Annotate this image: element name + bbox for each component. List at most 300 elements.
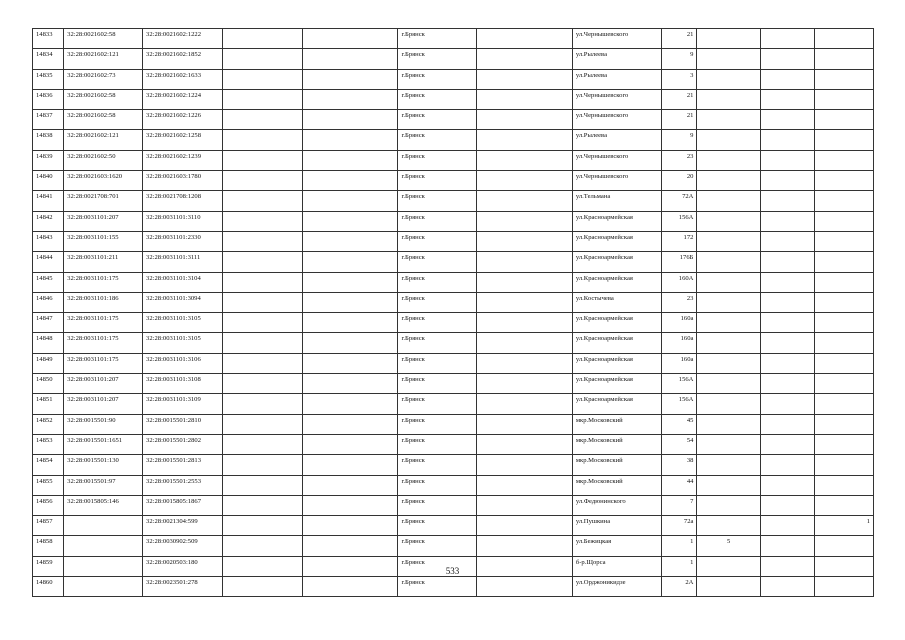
cell-empty-col-3 xyxy=(222,211,302,231)
table-row xyxy=(33,211,874,231)
cell-cadastral-object: 32:28:0031101:3111 xyxy=(143,252,223,272)
cell-city: г.Брянск xyxy=(398,292,477,312)
cell-empty-col-4 xyxy=(302,252,398,272)
cell-empty-col-10 xyxy=(760,434,814,454)
cell-extra-value xyxy=(814,89,873,109)
table-row xyxy=(33,434,874,454)
cell-row-number: 14847 xyxy=(33,313,64,333)
cell-cadastral-parcel: 32:28:0021602:121 xyxy=(64,130,143,150)
cell-cadastral-parcel xyxy=(64,577,143,597)
cell-empty-col-6 xyxy=(477,89,573,109)
cell-city: г.Брянск xyxy=(398,434,477,454)
cell-city: г.Брянск xyxy=(398,333,477,353)
cell-house-number: 156А xyxy=(662,374,697,394)
cell-cadastral-parcel: 32:28:0031101:175 xyxy=(64,313,143,333)
cell-cadastral-object: 32:28:0021304:599 xyxy=(143,516,223,536)
cell-row-number: 14856 xyxy=(33,495,64,515)
cell-cadastral-object: 32:28:0031101:3105 xyxy=(143,333,223,353)
cell-empty-col-6 xyxy=(477,577,573,597)
cell-empty-col-10 xyxy=(760,69,814,89)
cell-street: ул.Красноармейская xyxy=(572,272,661,292)
cell-empty-col-10 xyxy=(760,110,814,130)
cell-cadastral-parcel: 32:28:0031101:207 xyxy=(64,211,143,231)
cell-empty-col-3 xyxy=(222,171,302,191)
cell-cadastral-parcel: 32:28:0031101:186 xyxy=(64,292,143,312)
cell-cadastral-object: 32:28:0021602:1258 xyxy=(143,130,223,150)
cell-building-number xyxy=(697,414,760,434)
cell-house-number: 1 xyxy=(662,536,697,556)
cell-house-number: 176Б xyxy=(662,252,697,272)
cell-extra-value xyxy=(814,171,873,191)
cell-city: г.Брянск xyxy=(398,272,477,292)
table-row xyxy=(33,252,874,272)
cell-empty-col-10 xyxy=(760,374,814,394)
cell-row-number: 14839 xyxy=(33,150,64,170)
cell-cadastral-parcel: 32:28:0015501:1651 xyxy=(64,434,143,454)
cell-building-number xyxy=(697,69,760,89)
cell-cadastral-object: 32:28:0031101:3108 xyxy=(143,374,223,394)
cell-city: г.Брянск xyxy=(398,29,477,49)
cell-city: г.Брянск xyxy=(398,191,477,211)
cell-row-number: 14835 xyxy=(33,69,64,89)
cell-building-number xyxy=(697,272,760,292)
cell-empty-col-4 xyxy=(302,577,398,597)
cell-empty-col-10 xyxy=(760,211,814,231)
cell-empty-col-10 xyxy=(760,130,814,150)
cell-city: г.Брянск xyxy=(398,536,477,556)
cell-empty-col-3 xyxy=(222,475,302,495)
cell-street: б-р.Щорса xyxy=(572,556,661,576)
cell-building-number xyxy=(697,516,760,536)
cell-house-number: 20 xyxy=(662,171,697,191)
table-row xyxy=(33,130,874,150)
cell-empty-col-6 xyxy=(477,333,573,353)
cell-street: ул.Костычева xyxy=(572,292,661,312)
cell-house-number: 160А xyxy=(662,272,697,292)
cell-empty-col-3 xyxy=(222,434,302,454)
cell-cadastral-parcel: 32:28:0015501:130 xyxy=(64,455,143,475)
cell-city: г.Брянск xyxy=(398,150,477,170)
cell-empty-col-6 xyxy=(477,495,573,515)
cell-cadastral-object: 32:28:0021602:1852 xyxy=(143,49,223,69)
cell-house-number: 160а xyxy=(662,333,697,353)
cell-empty-col-10 xyxy=(760,313,814,333)
cell-street: ул.Чернышевского xyxy=(572,89,661,109)
cell-building-number xyxy=(697,394,760,414)
cell-house-number: 160а xyxy=(662,313,697,333)
cell-extra-value xyxy=(814,211,873,231)
cell-street: ул.Рылеева xyxy=(572,69,661,89)
table-row xyxy=(33,231,874,251)
cell-extra-value xyxy=(814,130,873,150)
cell-empty-col-3 xyxy=(222,150,302,170)
cell-row-number: 14851 xyxy=(33,394,64,414)
cell-house-number: 72а xyxy=(662,516,697,536)
cell-cadastral-object: 32:28:0015501:2810 xyxy=(143,414,223,434)
table-row xyxy=(33,191,874,211)
cell-cadastral-object: 32:28:0031101:2330 xyxy=(143,231,223,251)
cell-extra-value xyxy=(814,353,873,373)
table-row xyxy=(33,110,874,130)
cell-row-number: 14838 xyxy=(33,130,64,150)
cell-street: ул.Пушкина xyxy=(572,516,661,536)
cell-empty-col-6 xyxy=(477,191,573,211)
cell-row-number: 14836 xyxy=(33,89,64,109)
cell-cadastral-parcel: 32:28:0031101:207 xyxy=(64,374,143,394)
cell-house-number: 172 xyxy=(662,231,697,251)
cell-extra-value xyxy=(814,536,873,556)
cell-empty-col-3 xyxy=(222,231,302,251)
cell-street: ул.Рылеева xyxy=(572,49,661,69)
cell-building-number xyxy=(697,292,760,312)
cell-house-number: 2А xyxy=(662,577,697,597)
table-row xyxy=(33,536,874,556)
cell-house-number: 1 xyxy=(662,556,697,576)
cell-street: ул.Чернышевского xyxy=(572,29,661,49)
cell-empty-col-3 xyxy=(222,292,302,312)
cell-street: ул.Красноармейская xyxy=(572,333,661,353)
cell-empty-col-10 xyxy=(760,150,814,170)
cell-empty-col-10 xyxy=(760,252,814,272)
page-number: 533 xyxy=(445,566,460,576)
cell-street: ул.Чернышевского xyxy=(572,150,661,170)
cell-empty-col-10 xyxy=(760,353,814,373)
cell-street: ул.Тельмана xyxy=(572,191,661,211)
cell-row-number: 14850 xyxy=(33,374,64,394)
cell-extra-value xyxy=(814,475,873,495)
cell-empty-col-4 xyxy=(302,455,398,475)
cell-row-number: 14855 xyxy=(33,475,64,495)
cell-empty-col-6 xyxy=(477,272,573,292)
cell-house-number: 23 xyxy=(662,292,697,312)
cell-row-number: 14841 xyxy=(33,191,64,211)
cell-empty-col-6 xyxy=(477,231,573,251)
cell-building-number xyxy=(697,211,760,231)
cell-empty-col-3 xyxy=(222,49,302,69)
cell-cadastral-parcel: 32:28:0015501:97 xyxy=(64,475,143,495)
cell-house-number: 7 xyxy=(662,495,697,515)
cell-cadastral-object: 32:28:0031101:3104 xyxy=(143,272,223,292)
cell-cadastral-object: 32:28:0023501:278 xyxy=(143,577,223,597)
cell-cadastral-object: 32:28:0015805:1867 xyxy=(143,495,223,515)
table-row xyxy=(33,150,874,170)
table-row xyxy=(33,495,874,515)
cell-empty-col-4 xyxy=(302,434,398,454)
cell-row-number: 14834 xyxy=(33,49,64,69)
cell-empty-col-10 xyxy=(760,414,814,434)
cell-cadastral-parcel: 32:28:0021602:121 xyxy=(64,49,143,69)
table-row xyxy=(33,272,874,292)
cell-building-number xyxy=(697,231,760,251)
cell-empty-col-10 xyxy=(760,89,814,109)
cell-empty-col-4 xyxy=(302,374,398,394)
table-row xyxy=(33,292,874,312)
cell-cadastral-object: 32:28:0021602:1226 xyxy=(143,110,223,130)
table-row xyxy=(33,171,874,191)
cell-row-number: 14840 xyxy=(33,171,64,191)
cell-cadastral-parcel: 32:28:0015805:146 xyxy=(64,495,143,515)
cell-building-number xyxy=(697,333,760,353)
cell-cadastral-parcel: 32:28:0031101:155 xyxy=(64,231,143,251)
cell-empty-col-6 xyxy=(477,475,573,495)
cell-empty-col-6 xyxy=(477,252,573,272)
cell-street: ул.Красноармейская xyxy=(572,394,661,414)
cell-city: г.Брянск xyxy=(398,353,477,373)
cell-empty-col-6 xyxy=(477,516,573,536)
cell-empty-col-4 xyxy=(302,536,398,556)
cell-city: г.Брянск xyxy=(398,577,477,597)
cell-empty-col-4 xyxy=(302,495,398,515)
cell-street: мкр.Московский xyxy=(572,434,661,454)
cell-street: ул.Красноармейская xyxy=(572,374,661,394)
cell-house-number: 45 xyxy=(662,414,697,434)
cell-cadastral-object: 32:28:0021708:1208 xyxy=(143,191,223,211)
cell-empty-col-4 xyxy=(302,516,398,536)
cell-empty-col-4 xyxy=(302,272,398,292)
cell-city: г.Брянск xyxy=(398,516,477,536)
cell-empty-col-10 xyxy=(760,191,814,211)
cell-empty-col-10 xyxy=(760,49,814,69)
cell-empty-col-6 xyxy=(477,434,573,454)
cell-city: г.Брянск xyxy=(398,110,477,130)
cell-cadastral-object: 32:28:0031101:3106 xyxy=(143,353,223,373)
cell-cadastral-parcel: 32:28:0015501:90 xyxy=(64,414,143,434)
cell-extra-value xyxy=(814,231,873,251)
cell-city: г.Брянск xyxy=(398,394,477,414)
cell-cadastral-parcel: 32:28:0021602:58 xyxy=(64,29,143,49)
cell-building-number xyxy=(697,455,760,475)
cell-empty-col-10 xyxy=(760,29,814,49)
cell-city: г.Брянск xyxy=(398,69,477,89)
cell-city: г.Брянск xyxy=(398,374,477,394)
cell-cadastral-parcel: 32:28:0021603:1620 xyxy=(64,171,143,191)
cell-empty-col-4 xyxy=(302,292,398,312)
cell-empty-col-4 xyxy=(302,89,398,109)
cell-building-number xyxy=(697,374,760,394)
cell-building-number xyxy=(697,313,760,333)
cell-extra-value xyxy=(814,495,873,515)
cell-row-number: 14854 xyxy=(33,455,64,475)
cell-empty-col-6 xyxy=(477,394,573,414)
cell-empty-col-4 xyxy=(302,313,398,333)
cell-cadastral-object: 32:28:0021602:1633 xyxy=(143,69,223,89)
cell-building-number xyxy=(697,171,760,191)
cell-city: г.Брянск xyxy=(398,414,477,434)
cell-cadastral-object: 32:28:0015501:2802 xyxy=(143,434,223,454)
cell-house-number: 54 xyxy=(662,434,697,454)
table-row xyxy=(33,414,874,434)
cell-cadastral-object: 32:28:0031101:3105 xyxy=(143,313,223,333)
cell-empty-col-4 xyxy=(302,110,398,130)
cell-cadastral-object: 32:28:0030902:509 xyxy=(143,536,223,556)
cell-street: ул.Чернышевского xyxy=(572,110,661,130)
cell-building-number xyxy=(697,434,760,454)
cell-extra-value xyxy=(814,455,873,475)
cell-house-number: 44 xyxy=(662,475,697,495)
cell-empty-col-3 xyxy=(222,394,302,414)
cell-empty-col-10 xyxy=(760,516,814,536)
cell-row-number: 14853 xyxy=(33,434,64,454)
cell-city: г.Брянск xyxy=(398,455,477,475)
cell-empty-col-3 xyxy=(222,495,302,515)
cell-empty-col-10 xyxy=(760,333,814,353)
cell-row-number: 14860 xyxy=(33,577,64,597)
cell-extra-value xyxy=(814,110,873,130)
cell-empty-col-6 xyxy=(477,414,573,434)
cell-building-number xyxy=(697,150,760,170)
cell-empty-col-3 xyxy=(222,191,302,211)
cell-empty-col-3 xyxy=(222,455,302,475)
cell-empty-col-6 xyxy=(477,69,573,89)
cell-row-number: 14849 xyxy=(33,353,64,373)
cell-city: г.Брянск xyxy=(398,231,477,251)
table-row xyxy=(33,577,874,597)
cell-empty-col-4 xyxy=(302,231,398,251)
cell-extra-value xyxy=(814,577,873,597)
cell-building-number xyxy=(697,191,760,211)
cell-empty-col-3 xyxy=(222,29,302,49)
cell-building-number xyxy=(697,495,760,515)
cell-extra-value xyxy=(814,333,873,353)
cell-extra-value xyxy=(814,292,873,312)
cell-street: ул.Бежицкая xyxy=(572,536,661,556)
cell-house-number: 21 xyxy=(662,29,697,49)
cell-cadastral-object: 32:28:0015501:2553 xyxy=(143,475,223,495)
cell-row-number: 14833 xyxy=(33,29,64,49)
table-row xyxy=(33,89,874,109)
cell-building-number xyxy=(697,49,760,69)
cell-extra-value xyxy=(814,49,873,69)
cell-cadastral-parcel: 32:28:0031101:211 xyxy=(64,252,143,272)
cell-row-number: 14842 xyxy=(33,211,64,231)
cell-empty-col-10 xyxy=(760,536,814,556)
cell-cadastral-object: 32:28:0021603:1780 xyxy=(143,171,223,191)
cell-empty-col-3 xyxy=(222,374,302,394)
cell-empty-col-3 xyxy=(222,414,302,434)
cell-house-number: 38 xyxy=(662,455,697,475)
cell-cadastral-parcel: 32:28:0031101:175 xyxy=(64,353,143,373)
table-row xyxy=(33,516,874,536)
cell-cadastral-object: 32:28:0015501:2813 xyxy=(143,455,223,475)
cell-extra-value: 1 xyxy=(814,516,873,536)
cell-house-number: 9 xyxy=(662,49,697,69)
cell-cadastral-object: 32:28:0031101:3109 xyxy=(143,394,223,414)
cell-empty-col-6 xyxy=(477,455,573,475)
cell-empty-col-6 xyxy=(477,313,573,333)
cell-empty-col-10 xyxy=(760,394,814,414)
cell-cadastral-parcel: 32:28:0031101:207 xyxy=(64,394,143,414)
cell-row-number: 14859 xyxy=(33,556,64,576)
cell-building-number xyxy=(697,577,760,597)
table-row xyxy=(33,394,874,414)
cell-extra-value xyxy=(814,191,873,211)
table-row xyxy=(33,333,874,353)
table-row xyxy=(33,49,874,69)
cell-empty-col-10 xyxy=(760,577,814,597)
cell-empty-col-4 xyxy=(302,333,398,353)
cell-row-number: 14844 xyxy=(33,252,64,272)
cell-extra-value xyxy=(814,29,873,49)
cell-street: ул.Красноармейская xyxy=(572,231,661,251)
cell-cadastral-parcel xyxy=(64,536,143,556)
cell-cadastral-object: 32:28:0020503:180 xyxy=(143,556,223,576)
cell-row-number: 14858 xyxy=(33,536,64,556)
table-row xyxy=(33,353,874,373)
cell-building-number xyxy=(697,89,760,109)
cell-building-number xyxy=(697,353,760,373)
cell-row-number: 14846 xyxy=(33,292,64,312)
cell-street: ул.Красноармейская xyxy=(572,252,661,272)
cell-empty-col-10 xyxy=(760,231,814,251)
cell-empty-col-6 xyxy=(477,292,573,312)
cell-empty-col-3 xyxy=(222,110,302,130)
cell-city: г.Брянск xyxy=(398,495,477,515)
cell-empty-col-6 xyxy=(477,374,573,394)
cell-cadastral-object: 32:28:0021602:1222 xyxy=(143,29,223,49)
cell-empty-col-6 xyxy=(477,353,573,373)
cell-empty-col-4 xyxy=(302,191,398,211)
cell-house-number: 9 xyxy=(662,130,697,150)
cell-empty-col-4 xyxy=(302,414,398,434)
cell-empty-col-3 xyxy=(222,313,302,333)
cell-extra-value xyxy=(814,69,873,89)
cell-row-number: 14845 xyxy=(33,272,64,292)
cell-cadastral-parcel: 32:28:0031101:175 xyxy=(64,272,143,292)
cell-extra-value xyxy=(814,150,873,170)
cell-house-number: 160а xyxy=(662,353,697,373)
cell-empty-col-10 xyxy=(760,455,814,475)
cell-empty-col-3 xyxy=(222,516,302,536)
registry-table-body xyxy=(33,29,874,597)
cell-empty-col-3 xyxy=(222,577,302,597)
cell-empty-col-10 xyxy=(760,272,814,292)
table-row xyxy=(33,29,874,49)
cell-extra-value xyxy=(814,414,873,434)
cell-cadastral-parcel xyxy=(64,516,143,536)
cell-cadastral-parcel: 32:28:0021602:50 xyxy=(64,150,143,170)
cell-cadastral-parcel: 32:28:0021708:701 xyxy=(64,191,143,211)
cell-street: ул.Чернышевского xyxy=(572,171,661,191)
cell-empty-col-3 xyxy=(222,353,302,373)
cell-building-number xyxy=(697,29,760,49)
cell-empty-col-6 xyxy=(477,29,573,49)
cell-empty-col-10 xyxy=(760,292,814,312)
cell-house-number: 23 xyxy=(662,150,697,170)
cell-empty-col-10 xyxy=(760,171,814,191)
cell-city: г.Брянск xyxy=(398,49,477,69)
cell-empty-col-3 xyxy=(222,536,302,556)
cell-building-number xyxy=(697,252,760,272)
cell-street: ул.Рылеева xyxy=(572,130,661,150)
cell-house-number: 72А xyxy=(662,191,697,211)
cell-city: г.Брянск xyxy=(398,130,477,150)
cell-cadastral-parcel: 32:28:0031101:175 xyxy=(64,333,143,353)
cell-house-number: 3 xyxy=(662,69,697,89)
cell-extra-value xyxy=(814,394,873,414)
cell-empty-col-10 xyxy=(760,475,814,495)
cell-city: г.Брянск xyxy=(398,475,477,495)
cell-cadastral-parcel: 32:28:0021602:58 xyxy=(64,89,143,109)
cell-street: ул.Красноармейская xyxy=(572,353,661,373)
cell-empty-col-3 xyxy=(222,69,302,89)
cell-row-number: 14857 xyxy=(33,516,64,536)
cell-cadastral-object: 32:28:0021602:1239 xyxy=(143,150,223,170)
cell-empty-col-6 xyxy=(477,171,573,191)
cell-empty-col-6 xyxy=(477,130,573,150)
cell-empty-col-4 xyxy=(302,69,398,89)
cell-row-number: 14843 xyxy=(33,231,64,251)
cell-city: г.Брянск xyxy=(398,556,477,576)
